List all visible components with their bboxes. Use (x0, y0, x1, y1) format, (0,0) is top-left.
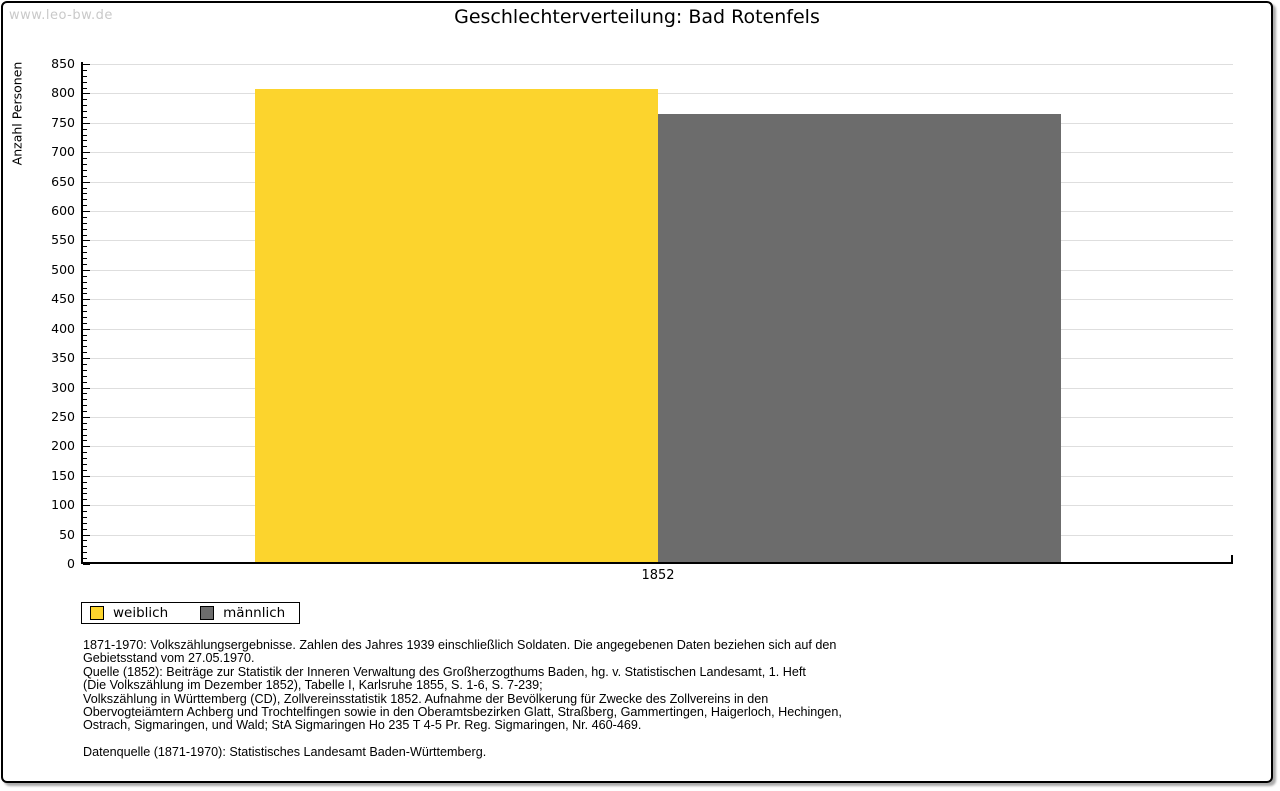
y-minor-tick (83, 217, 87, 218)
datasource-line: Datenquelle (1871-1970): Statistisches Landesamt Baden-Württemberg. (83, 745, 487, 760)
y-minor-tick (83, 276, 87, 277)
footnote-line: 1871-1970: Volkszählungsergebnisse. Zahlen des Jahres 1939 einschließlich Soldaten. Die angegebenen Daten beziehen sich auf den (83, 638, 837, 652)
y-major-tick-350 (83, 358, 90, 359)
y-minor-tick (83, 223, 87, 224)
y-minor-tick (83, 88, 87, 89)
y-minor-tick (83, 252, 87, 253)
y-major-tick-200 (83, 446, 90, 447)
y-tick-label-250: 250 (51, 409, 75, 424)
y-tick-label-50: 50 (59, 527, 75, 542)
y-major-tick-500 (83, 270, 90, 271)
y-minor-tick (83, 370, 87, 371)
y-minor-tick (83, 82, 87, 83)
y-axis-line (81, 62, 83, 564)
legend-box (81, 602, 300, 624)
y-minor-tick (83, 493, 87, 494)
y-minor-tick (83, 464, 87, 465)
y-minor-tick (83, 511, 87, 512)
y-minor-tick (83, 205, 87, 206)
footnote-line: Obervogteiämtern Achberg und Trochtelfingen sowie in den Oberamtsbezirken Glatt, Straßberg, Gammertingen, Haigerloch, Hechingen, (83, 705, 842, 720)
y-minor-tick (83, 258, 87, 259)
y-minor-tick (83, 146, 87, 147)
y-major-tick-800 (83, 93, 90, 94)
y-minor-tick (83, 376, 87, 377)
y-minor-tick (83, 293, 87, 294)
legend-item-maennlich (200, 605, 285, 621)
y-major-tick-0 (83, 564, 90, 565)
footnote-line: Volkszählung in Württemberg (CD), Zollvereinsstatistik 1852. Aufnahme der Bevölkerung für Zwecke des Zollvereins in den (83, 691, 769, 706)
y-minor-tick (83, 435, 87, 436)
legend-item-weiblich (90, 605, 168, 621)
y-minor-tick (83, 158, 87, 159)
y-major-tick-450 (83, 299, 90, 300)
y-minor-tick (83, 317, 87, 318)
y-minor-tick (83, 264, 87, 265)
y-tick-label-650: 650 (51, 174, 75, 189)
y-major-tick-250 (83, 417, 90, 418)
y-tick-label-300: 300 (51, 380, 75, 395)
y-major-tick-300 (83, 388, 90, 389)
page-frame (1, 1, 1273, 783)
y-tick-label-0: 0 (67, 556, 75, 571)
y-minor-tick (83, 323, 87, 324)
y-minor-tick (83, 405, 87, 406)
y-minor-tick (83, 188, 87, 189)
y-minor-tick (83, 176, 87, 177)
y-minor-tick (83, 458, 87, 459)
y-minor-tick (83, 305, 87, 306)
y-minor-tick (83, 364, 87, 365)
y-minor-tick (83, 399, 87, 400)
y-tick-label-500: 500 (51, 262, 75, 277)
y-minor-tick (83, 76, 87, 77)
y-major-tick-50 (83, 535, 90, 536)
y-minor-tick (83, 499, 87, 500)
y-major-tick-600 (83, 211, 90, 212)
y-minor-tick (83, 411, 87, 412)
y-minor-tick (83, 470, 87, 471)
y-minor-tick (83, 335, 87, 336)
y-minor-tick (83, 340, 87, 341)
y-tick-label-200: 200 (51, 438, 75, 453)
gridline-850 (83, 64, 1233, 65)
y-minor-tick (83, 558, 87, 559)
y-minor-tick (83, 129, 87, 130)
y-minor-tick (83, 235, 87, 236)
y-major-tick-550 (83, 240, 90, 241)
footnote-line: Quelle (1852): Beiträge zur Statistik der Inneren Verwaltung des Großherzogthums Baden, hg. v. Statistischen Landesamt, 1. Heft (83, 664, 806, 679)
y-tick-label-850: 850 (51, 56, 75, 71)
legend-swatch-maennlich (200, 606, 214, 620)
y-major-tick-400 (83, 329, 90, 330)
y-tick-label-700: 700 (51, 144, 75, 159)
x-axis-endcap (1231, 555, 1233, 564)
y-minor-tick (83, 546, 87, 547)
y-major-tick-150 (83, 476, 90, 477)
y-minor-tick (83, 529, 87, 530)
y-minor-tick (83, 105, 87, 106)
y-minor-tick (83, 346, 87, 347)
y-tick-label-750: 750 (51, 115, 75, 130)
bar-männlich (658, 114, 1061, 563)
source-footnotes (83, 639, 842, 760)
y-minor-tick (83, 170, 87, 171)
y-minor-tick (83, 199, 87, 200)
y-tick-label-800: 800 (51, 85, 75, 100)
y-minor-tick (83, 288, 87, 289)
y-minor-tick (83, 488, 87, 489)
y-tick-label-450: 450 (51, 291, 75, 306)
y-major-tick-850 (83, 64, 90, 65)
y-tick-label-400: 400 (51, 321, 75, 336)
y-minor-tick (83, 193, 87, 194)
y-minor-tick (83, 452, 87, 453)
y-minor-tick (83, 311, 87, 312)
y-minor-tick (83, 246, 87, 247)
chart-title: Geschlechterverteilung: Bad Rotenfels (454, 6, 820, 28)
y-tick-label-100: 100 (51, 497, 75, 512)
y-tick-label-550: 550 (51, 232, 75, 247)
y-minor-tick (83, 440, 87, 441)
y-minor-tick (83, 352, 87, 353)
footnote-line: (Die Volkszählung im Dezember 1852), Tabelle I, Karlsruhe 1855, S. 1-6, S. 7-239; (83, 678, 543, 693)
y-minor-tick (83, 111, 87, 112)
y-minor-tick (83, 429, 87, 430)
y-minor-tick (83, 99, 87, 100)
legend-label-weiblich: weiblich (113, 605, 169, 621)
y-minor-tick (83, 70, 87, 71)
y-major-tick-650 (83, 182, 90, 183)
y-minor-tick (83, 552, 87, 553)
y-minor-tick (83, 517, 87, 518)
footnote-line: Ostrach, Sigmaringen, und Wald; StA Sigmaringen Ho 235 T 4-5 Pr. Reg. Sigmaringen, Nr. 460-469. (83, 718, 642, 733)
footnote-line: Gebietsstand vom 27.05.1970. (83, 651, 255, 666)
y-minor-tick (83, 164, 87, 165)
y-tick-label-350: 350 (51, 350, 75, 365)
y-major-tick-750 (83, 123, 90, 124)
y-major-tick-700 (83, 152, 90, 153)
y-minor-tick (83, 229, 87, 230)
y-tick-label-600: 600 (51, 203, 75, 218)
y-axis-title: Anzahl Personen (9, 61, 25, 166)
legend-label-maennlich: männlich (223, 605, 286, 621)
y-minor-tick (83, 382, 87, 383)
watermark-leo-bw: www.leo-bw.de (9, 8, 113, 23)
bar-weiblich (255, 89, 658, 563)
y-major-tick-100 (83, 505, 90, 506)
y-minor-tick (83, 140, 87, 141)
y-minor-tick (83, 135, 87, 136)
x-axis-line (81, 562, 1233, 564)
legend-swatch-weiblich (90, 606, 104, 620)
y-minor-tick (83, 117, 87, 118)
y-minor-tick (83, 482, 87, 483)
y-minor-tick (83, 423, 87, 424)
y-minor-tick (83, 393, 87, 394)
x-tick-label-1852: 1852 (641, 568, 675, 583)
y-tick-label-150: 150 (51, 468, 75, 483)
y-minor-tick (83, 282, 87, 283)
y-minor-tick (83, 523, 87, 524)
y-minor-tick (83, 540, 87, 541)
